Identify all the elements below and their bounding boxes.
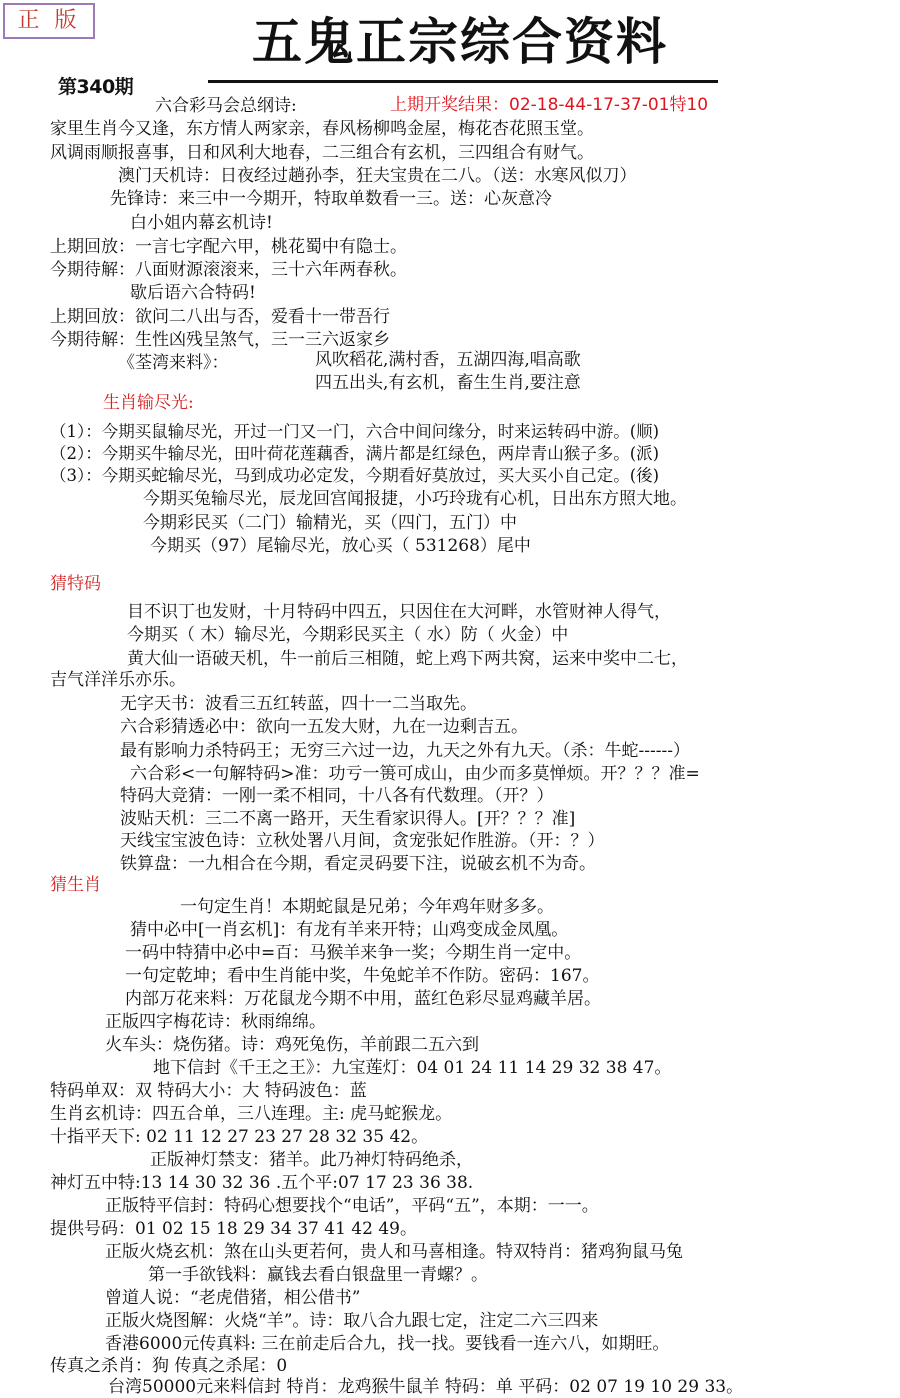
text-line: 传真之杀肖：狗 传真之杀尾：0: [50, 1356, 288, 1376]
text-line: 上期回放：一言七字配六甲，桃花蜀中有隐士。: [50, 237, 407, 257]
last-draw-result: 上期开奖结果：02-18-44-17-37-01特10: [390, 95, 709, 115]
text-line: 正版火烧图解：火烧“羊”。诗：取八合九跟七定，注定二六三四来: [105, 1311, 599, 1331]
issue-number: 第340期: [58, 76, 134, 98]
text-line: 曾道人说：“老虎借猪，相公借书”: [105, 1288, 361, 1308]
text-line: 正版火烧玄机：煞在山头更若何，贵人和马喜相逢。特双特肖：猪鸡狗鼠马兔: [105, 1242, 683, 1262]
text-line: 风吹稻花,满村香，五湖四海,唱高歌: [315, 350, 581, 370]
text-line: 六合彩<一句解特码>准：功亏一篑可成山，由少而多莫惮烦。开？？？准=: [130, 764, 700, 784]
text-line: 黄大仙一语破天机，牛一前后三相随，蛇上鸡下两共窝，运来中奖中二七，: [127, 649, 688, 669]
text-line: 目不识丁也发财，十月特码中四五，只因住在大河畔，水管财神人得气，: [127, 602, 671, 622]
text-line: 《荃湾来料》：: [118, 353, 229, 373]
text-line: 波贴天机：三二不离一路开，天生看家识得人。[开？？？准]: [120, 809, 576, 829]
text-line: 正版特平信封：特码心想要找个“电话”，平码“五”，本期：一一。: [105, 1196, 599, 1216]
text-line: 一句定乾坤；看中生肖能中奖，牛兔蛇羊不作防。密码：167。: [125, 966, 600, 986]
text-line: 一句定生肖！本期蛇鼠是兄弟；今年鸡年财多多。: [180, 897, 554, 917]
text-line: 四五出头,有玄机，畜生生肖,要注意: [315, 373, 581, 393]
section-heading: 猜特码: [50, 574, 101, 594]
text-line: 吉气洋洋乐亦乐。: [50, 670, 186, 690]
text-line: 今期买（97）尾输尽光，放心买（ 531268）尾中: [150, 536, 531, 556]
text-line: 火车头：烧伤猪。诗：鸡死兔伤，羊前跟二五六到: [105, 1035, 479, 1055]
section-heading: 生肖输尽光:: [103, 393, 194, 413]
text-line: 猜中必中[一肖玄机]：有龙有羊来开特；山鸡变成金凤凰。: [130, 920, 569, 940]
text-line: 六合彩马会总纲诗:: [155, 96, 297, 116]
text-line: 歇后语六合特码!: [130, 283, 256, 303]
text-line: （3）：今期买蛇输尽光，马到成功必定发，今期看好莫放过，买大买小自己定。(後): [50, 466, 660, 485]
text-line: 地下信封《千王之王》：九宝莲灯：04 01 24 11 14 29 32 38 47。: [153, 1058, 672, 1078]
text-line: 神灯五中特:13 14 30 32 36 .五个平:07 17 23 36 38.: [50, 1173, 474, 1193]
text-line: 风调雨顺报喜事，日和风利大地春，二三组合有玄机，三四组合有财气。: [50, 143, 594, 163]
text-line: （1）：今期买鼠输尽光，开过一门又一门，六合中间问缘分，时来运转码中游。(顺): [50, 422, 660, 441]
page-title: 五鬼正宗综合资料: [252, 12, 668, 71]
text-line: 今期买（ 木）输尽光，今期彩民买主（ 水）防（ 火金）中: [127, 625, 569, 645]
text-line: 提供号码：01 02 15 18 29 34 37 41 42 49。: [50, 1219, 417, 1239]
section-heading: 猜生肖: [50, 875, 101, 895]
text-line: 十指平天下: 02 11 12 27 23 27 28 32 35 42。: [50, 1127, 429, 1147]
text-line: 澳门天机诗：日夜经过趟孙李，狂夫宝贵在二八。（送：水寒风似刀）: [118, 166, 637, 186]
text-line: 生肖玄机诗：四五合单，三八连理。主: 虎马蛇猴龙。: [50, 1104, 453, 1124]
text-line: 白小姐内幕玄机诗!: [130, 213, 273, 233]
text-line: 先锋诗：来三中一今期开，特取单数看一三。送：心灰意冷: [110, 189, 552, 209]
text-line: 六合彩猜透必中：欲向一五发大财，九在一边剩吉五。: [120, 717, 528, 737]
text-line: 上期回放：欲问二八出与否，爱看十一带吾行: [50, 307, 390, 327]
text-line: 今期待解：生性凶残呈煞气，三一三六返家乡: [50, 330, 390, 350]
edition-badge: 正 版: [3, 3, 95, 39]
text-line: 今期买兔输尽光，辰龙回宫闻报捷，小巧玲珑有心机，日出东方照大地。: [143, 489, 687, 509]
text-line: 今期待解：八面财源滚滚来，三十六年两春秋。: [50, 260, 407, 280]
text-line: 香港6000元传真料: 三在前走后合九，找一找。要钱看一连六八，如期旺。: [105, 1334, 670, 1354]
text-line: 特码单双：双 特码大小：大 特码波色：蓝: [50, 1081, 367, 1101]
text-line: 特码大竞猜：一刚一柔不相同，十八各有代数理。（开？）: [120, 786, 554, 806]
text-line: 最有影响力杀特码王；无穷三六过一边，九天之外有九天。（杀：牛蛇------）: [120, 741, 690, 761]
text-line: 第一手欲钱料：赢钱去看白银盘里一青螺？。: [148, 1265, 488, 1285]
text-line: 内部万花来料：万花鼠龙今期不中用，蓝红色彩尽显鸡藏羊居。: [125, 989, 601, 1009]
title-underline: [208, 80, 718, 83]
text-line: 天线宝宝波色诗：立秋处署八月间，贪宠张妃作胜游。（开：？）: [120, 831, 605, 851]
text-line: 正版四字梅花诗：秋雨绵绵。: [105, 1012, 326, 1032]
text-line: 家里生肖今又逢，东方情人两家亲，春风杨柳鸣金屋，梅花杏花照玉堂。: [50, 119, 594, 139]
text-line: 台湾50000元来料信封 特肖：龙鸡猴牛鼠羊 特码：单 平码：02 07 19 10 29 33。: [108, 1377, 744, 1397]
text-line: 铁算盘：一九相合在今期，看定灵码要下注，说破玄机不为奇。: [120, 854, 596, 874]
text-line: 正版神灯禁支：猪羊。此乃神灯特码绝杀，: [150, 1150, 473, 1170]
text-line: 无字天书：波看三五红转蓝，四十一二当取先。: [120, 694, 477, 714]
text-line: 一码中特猜中必中=百：马猴羊来争一奖；今期生肖一定中。: [125, 943, 582, 963]
text-line: 今期彩民买（二门）输精光，买（四门，五门）中: [143, 513, 517, 533]
text-line: （2）：今期买牛输尽光，田叶荷花莲藕香，满片都是红绿色，两岸青山猴子多。(派): [50, 444, 660, 463]
